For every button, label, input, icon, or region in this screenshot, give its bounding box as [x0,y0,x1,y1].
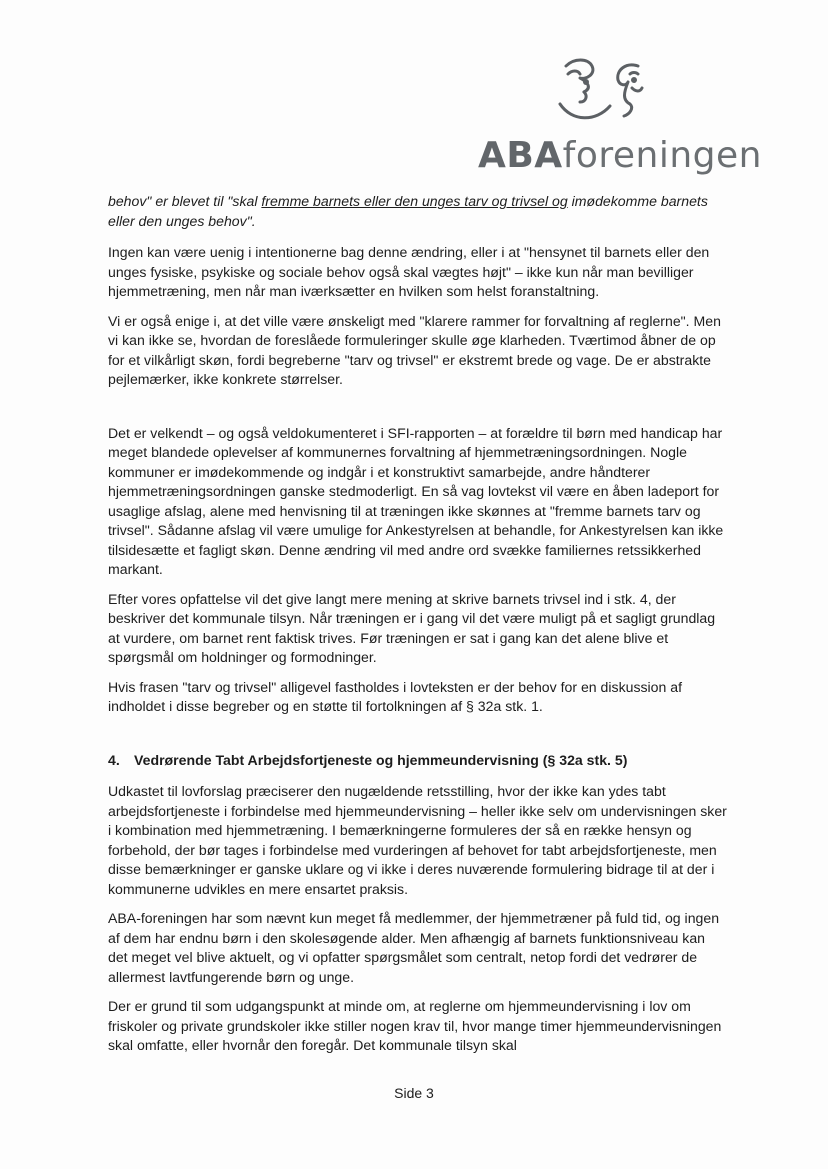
intro-paragraph [108,192,728,231]
logo-light-text: foreningen [562,135,762,176]
intro-prefix: behov" er blevet til " [108,193,233,209]
paragraph: Udkastet til lovforslag præciserer den nugældende retsstilling, hvor der ikke kan ydes tabt arbejdsfortjeneste i forbindelse med hjemmeundervisning – heller ikke selv om undervisningen sker i kombination med hjemmetræning. I bemærkningerne formuleres der så en række hensyn og forbehold, der bør tages i forbindelse med vurderingen af behovet for tabt arbejdsfortjeneste, men disse bemærkninger er ganske uklare og vi ikke i deres nuværende formulering bidrage til at der i kommunerne udvikles en mere ensartet praksis. [108,783,727,897]
paragraph: Efter vores opfattelse vil det give langt mere mening at skrive barnets trivsel ind i stk. 4, der beskriver det kommunale tilsyn. Når træningen er i gang vil det være muligt på et sagligt grundlag at vurdere, om barnet rent faktisk trives. Før træningen er sat i gang kan det alene blive et spørgsmål om holdninger og formodninger. [108,590,716,665]
paragraph: Ingen kan være uenig i intentionerne bag denne ændring, eller i at "hensynet til barnets eller den unges fysiske, psykiske og sociale behov også skal vægtes højt" – ikke kun når man bevilliger hjemmetræning, men når man iværksætter en hvilken som helst foranstaltning. [108,244,710,299]
aba-logo [478,52,762,182]
section-number: 4. [108,751,120,768]
paragraph: Vi er også enige i, at det ville være ønskeligt med "klarere rammer for forvaltning af reglerne". Men vi kan ikke se, hvordan de foreslåede formuleringer skulle øge klarheden. Tværtimod åbner de op for et vilkårligt skøn, fordi begreberne "tarv og trivsel" er ekstremt brede og vage. De er abstrakte pejlemærker, ikke konkrete størrelser. [108,312,721,387]
page-number: Side 3 [394,1085,434,1101]
intro-skal: skal [232,193,262,209]
paragraph: ABA-foreningen har som nævnt kun meget få medlemmer, der hjemmetræner på fuld tid, og ingen af dem har endnu børn i den skolesøgende alder. Men afhængig af barnets funktionsniveau kan det meget vel blive aktuelt, og vi opfatter spørgsmålet som centralt, netop fordi det vedrører de allermest lavtfungerende børn og unge. [108,910,720,985]
section-heading [108,751,728,771]
intro-suffix: imødekomme barnets eller den unges behov". [108,193,708,229]
body-text [108,190,728,1056]
logo-wordmark [478,134,762,178]
logo-bold-text: ABA [478,135,563,176]
faces-logo-icon [526,52,676,132]
paragraph: Hvis frasen "tarv og trivsel" alligevel fastholdes i lovteksten er der behov for en diskussion af indholdet i disse begreber og en støtte til fortolkningen af § 32a stk. 1. [108,678,683,714]
paragraph: Det er velkendt – og også veldokumenteret i SFI-rapporten – at forældre til børn med handicap har meget blandede oplevelser af kommunernes forvaltning af hjemmetræningsordningen. Nogle kommuner er imødekommende og indgår i et konstruktivt samarbejde, andre håndterer hjemmetræningsordningen ganske stedmoderligt. En så vag lovtekst vil være en åben ladeport for usaglige afslag, alene med henvisning til at træningen ikke skønnes at "fremme barnets tarv og trivsel". Sådanne afslag vil være umulige for Ankestyrelsen at behandle, for Ankestyrelsen kan ikke tilsidesætte et fagligt skøn. Denne ændring vil med andre ord svække familiernes retssikkerhed markant. [108,424,724,577]
section-title: Vedrørende Tabt Arbejdsfortjeneste og hjemmeundervisning (§ 32a stk. 5) [134,751,628,768]
intro-underlined: fremme barnets eller den unges tarv og trivsel og [261,193,568,209]
paragraph: Der er grund til som udgangspunkt at minde om, at reglerne om hjemmeundervisning i lov om friskoler og private grundskoler ikke stiller nogen krav til, hvor mange timer hjemmeundervisningen skal omfatte, eller hvornår den foregår. Det kommunale tilsyn skal [108,998,722,1053]
